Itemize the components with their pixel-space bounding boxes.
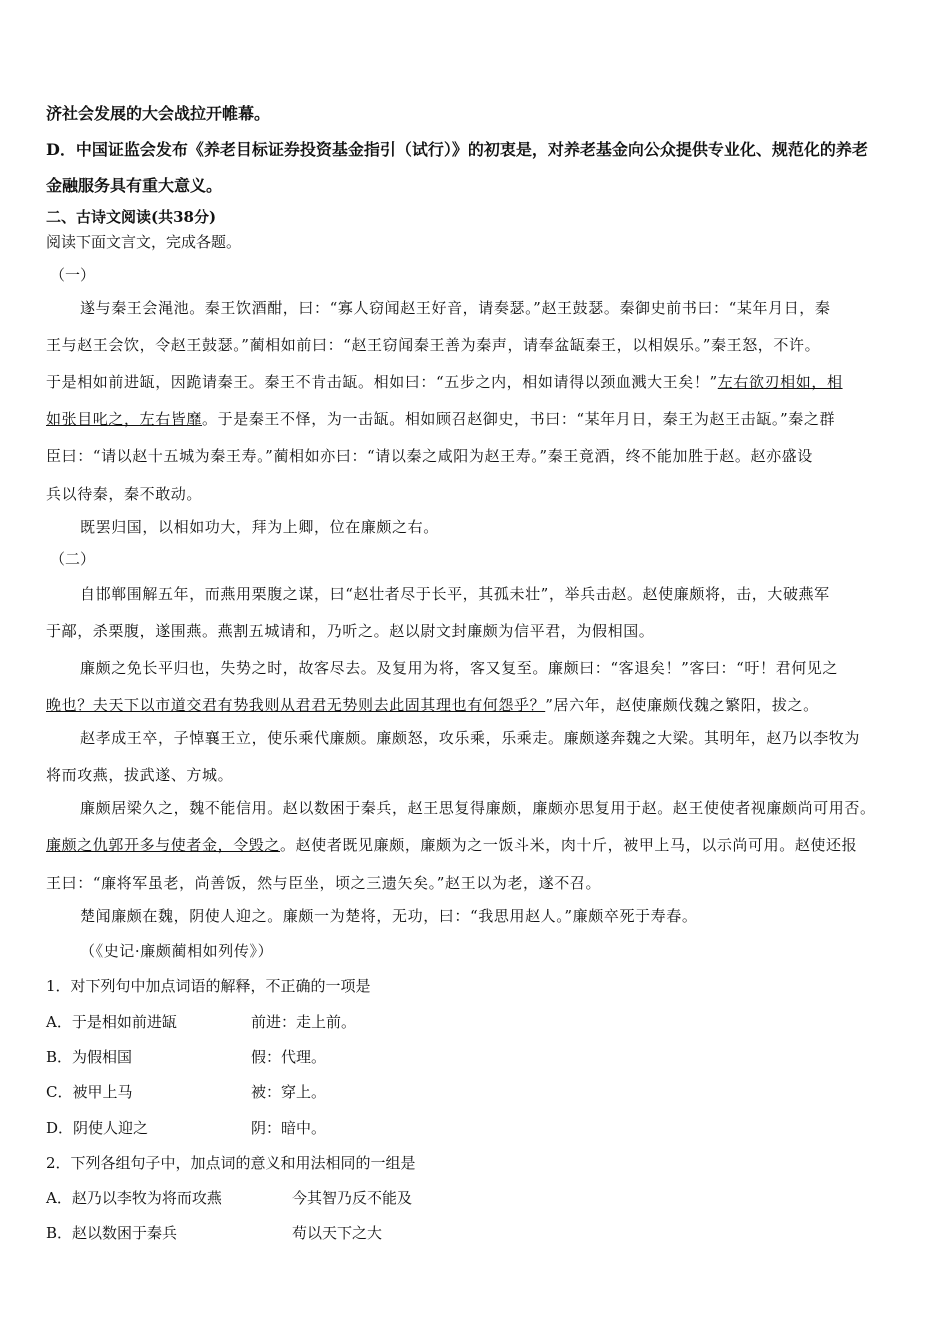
question-option bbox=[46, 1187, 412, 1208]
question-option bbox=[46, 1011, 356, 1032]
passage-line: 遂与秦王会渑池。秦王饮酒酣，曰：“寡人窃闻赵王好音，请奏瑟。”赵王鼓瑟。秦御史前书曰：“某年月日，秦 bbox=[80, 299, 831, 317]
question-stem: 1．对下列句中加点词语的解释，不正确的一项是 bbox=[46, 977, 371, 995]
question-option bbox=[46, 1046, 326, 1067]
passage-line: 将而攻燕，拔武遂、方城。 bbox=[46, 766, 234, 784]
passage-line bbox=[46, 834, 857, 855]
option-sentence: B．赵以数困于秦兵 bbox=[46, 1224, 178, 1242]
underlined-sentence: 廉颇之仇郭开多与使者金，令毁之 bbox=[46, 836, 281, 854]
option-gloss: 苟以天下之大 bbox=[292, 1224, 383, 1242]
part-two-label: （二） bbox=[50, 550, 96, 568]
passage-line: 廉颇居梁久之，魏不能信用。赵以数困于秦兵，赵王思复得廉颇，廉颇亦思复用于赵。赵王使使者视廉颇尚可用否。 bbox=[80, 799, 876, 817]
passage-line: 廉颇之免长平归也，失势之时，故客尽去。及复用为将，客又复至。廉颇曰：“客退矣！”客曰：“吁！君何见之 bbox=[80, 659, 839, 677]
option-sentence: A．于是相如前进缻 bbox=[46, 1013, 177, 1031]
option-sentence: C．被甲上马 bbox=[46, 1083, 133, 1101]
question-stem: 2．下列各组句子中，加点词的意义和用法相同的一组是 bbox=[46, 1154, 416, 1172]
part-one-label: （一） bbox=[50, 266, 96, 284]
option-gloss: 假：代理。 bbox=[251, 1048, 327, 1066]
source-citation: （《史记·廉颇蔺相如列传》） bbox=[80, 942, 274, 960]
passage-line: 既罢归国，以相如功大，拜为上卿，位在廉颇之右。 bbox=[80, 518, 439, 536]
option-gloss: 阴：暗中。 bbox=[251, 1119, 327, 1137]
option-sentence: B．为假相国 bbox=[46, 1048, 133, 1066]
passage-line bbox=[46, 408, 835, 429]
passage-text: 。于是秦王不怿，为一击缻。相如顾召赵御史，书曰：“某年月日，秦王为赵王击缻。”秦之群 bbox=[202, 410, 836, 428]
passage-line: 臣曰：“请以赵十五城为秦王寿。”蔺相如亦曰：“请以秦之咸阳为赵王寿。”秦王竟酒，终不能加胜于赵。赵亦盛设 bbox=[46, 447, 813, 465]
option-gloss: 前进：走上前。 bbox=[251, 1013, 357, 1031]
passage-text: 于是相如前进缻，因跪请秦王。秦王不肯击缻。相如曰：“五步之内，相如请得以颈血溅大王矣！” bbox=[46, 373, 718, 391]
passage-line: 自邯郸围解五年，而燕用栗腹之谋，曰“赵壮者尽于长平，其孤未壮”，举兵击赵。赵使廉颇将，击，大破燕军 bbox=[80, 585, 830, 603]
option-sentence: D．阴使人迎之 bbox=[46, 1119, 149, 1137]
passage-line: 兵以待秦，秦不敢动。 bbox=[46, 485, 203, 503]
passage-line: 楚闻廉颇在魏，阴使人迎之。廉颇一为楚将，无功，曰：“我思用赵人。”廉颇卒死于寿春。 bbox=[80, 907, 698, 925]
section-heading: 二、古诗文阅读(共38分) bbox=[46, 208, 217, 226]
question-option bbox=[46, 1117, 326, 1138]
passage-line: 王曰：“廉将军虽老，尚善饭，然与臣坐，顷之三遗矢矣。”赵王以为老，遂不召。 bbox=[46, 874, 602, 892]
underlined-sentence: 左右欲刃相如，相 bbox=[717, 373, 843, 391]
text-line-continuation: 济社会发展的大会战拉开帷幕。 bbox=[46, 104, 271, 123]
passage-line bbox=[46, 694, 819, 715]
underlined-sentence: 如张目叱之，左右皆靡 bbox=[46, 410, 203, 428]
passage-text: 。赵使者既见廉颇，廉颇为之一饭斗米，肉十斤，被甲上马，以示尚可用。赵使还报 bbox=[280, 836, 858, 854]
option-gloss: 今其智乃反不能及 bbox=[292, 1189, 413, 1207]
passage-line: 于鄗，杀栗腹，遂围燕。燕割五城请和，乃听之。赵以尉文封廉颇为信平君，为假相国。 bbox=[46, 622, 655, 640]
passage-text: ”居六年，赵使廉颇伐魏之繁阳，拔之。 bbox=[545, 696, 819, 714]
option-d-line: D．中国证监会发布《养老目标证券投资基金指引（试行）》的初衷是，对养老基金向公众提供专业化、规范化的养老 bbox=[46, 140, 868, 159]
passage-line: 赵孝成王卒，子悼襄王立，使乐乘代廉颇。廉颇怒，攻乐乘，乐乘走。廉颇遂奔魏之大梁。其明年，赵乃以李牧为 bbox=[80, 729, 861, 747]
option-gloss: 被：穿上。 bbox=[251, 1083, 327, 1101]
option-sentence: A．赵乃以李牧为将而攻燕 bbox=[46, 1189, 222, 1207]
question-option bbox=[46, 1222, 382, 1243]
question-option bbox=[46, 1081, 326, 1102]
underlined-sentence: 晚也？夫天下以市道交君有势我则从君君无势则去此固其理也有何怨乎？ bbox=[46, 696, 546, 714]
passage-line: 王与赵王会饮，令赵王鼓瑟。”蔺相如前曰：“赵王窃闻秦王善为秦声，请奉盆缻秦王，以相娱乐。”秦王怒，不许。 bbox=[46, 336, 821, 354]
passage-line bbox=[46, 371, 843, 392]
option-d-line-end: 金融服务具有重大意义。 bbox=[46, 176, 223, 195]
section-instruction: 阅读下面文言文，完成各题。 bbox=[46, 233, 242, 251]
